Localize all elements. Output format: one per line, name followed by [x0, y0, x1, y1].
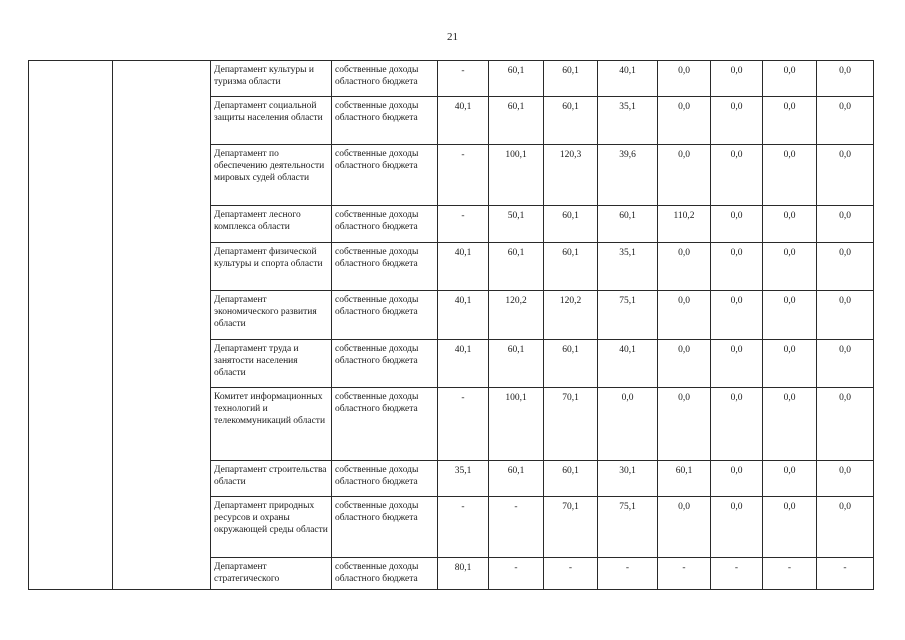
- value-cell: 40,1: [438, 291, 489, 340]
- value-cell: 30,1: [598, 461, 658, 497]
- value-cell: 35,1: [598, 97, 658, 145]
- value-cell: 60,1: [544, 61, 598, 97]
- department-cell: Департамент культуры и туризма области: [211, 61, 332, 97]
- value-cell: 60,1: [489, 461, 544, 497]
- value-cell: 0,0: [711, 145, 763, 206]
- value-cell: 60,1: [489, 61, 544, 97]
- value-cell: 0,0: [817, 388, 874, 461]
- value-cell: 60,1: [658, 461, 711, 497]
- value-cell: 60,1: [544, 461, 598, 497]
- department-cell: Департамент по обеспечению деятельности мировых судей области: [211, 145, 332, 206]
- department-cell: Комитет информационных технологий и телекоммуникаций области: [211, 388, 332, 461]
- table-body: [29, 61, 874, 590]
- value-cell: -: [658, 558, 711, 590]
- funding-source-cell: собственные доходы областного бюджета: [332, 558, 438, 590]
- value-cell: 120,3: [544, 145, 598, 206]
- value-cell: 0,0: [763, 145, 817, 206]
- value-cell: 0,0: [711, 291, 763, 340]
- value-cell: 0,0: [817, 206, 874, 243]
- value-cell: 0,0: [711, 243, 763, 291]
- funding-source-cell: собственные доходы областного бюджета: [332, 61, 438, 97]
- value-cell: -: [489, 558, 544, 590]
- value-cell: 0,0: [658, 291, 711, 340]
- value-cell: 80,1: [438, 558, 489, 590]
- value-cell: 0,0: [711, 388, 763, 461]
- merged-cell-program: [113, 61, 211, 590]
- funding-source-cell: собственные доходы областного бюджета: [332, 388, 438, 461]
- funding-source-cell: собственные доходы областного бюджета: [332, 497, 438, 558]
- value-cell: 0,0: [817, 291, 874, 340]
- value-cell: 0,0: [817, 97, 874, 145]
- value-cell: 60,1: [544, 206, 598, 243]
- value-cell: 0,0: [658, 243, 711, 291]
- value-cell: 0,0: [817, 243, 874, 291]
- value-cell: 0,0: [817, 145, 874, 206]
- value-cell: 120,2: [489, 291, 544, 340]
- value-cell: 0,0: [817, 461, 874, 497]
- value-cell: 35,1: [598, 243, 658, 291]
- value-cell: 0,0: [658, 388, 711, 461]
- value-cell: 60,1: [544, 97, 598, 145]
- value-cell: 70,1: [544, 497, 598, 558]
- value-cell: 0,0: [763, 291, 817, 340]
- merged-cell-number: [29, 61, 113, 590]
- department-cell: Департамент социальной защиты населения области: [211, 97, 332, 145]
- department-cell: Департамент физической культуры и спорта области: [211, 243, 332, 291]
- funding-source-cell: собственные доходы областного бюджета: [332, 291, 438, 340]
- funding-source-cell: собственные доходы областного бюджета: [332, 340, 438, 388]
- value-cell: 0,0: [711, 206, 763, 243]
- value-cell: 0,0: [658, 61, 711, 97]
- value-cell: -: [438, 497, 489, 558]
- value-cell: 39,6: [598, 145, 658, 206]
- value-cell: 0,0: [763, 497, 817, 558]
- value-cell: 0,0: [598, 388, 658, 461]
- value-cell: -: [598, 558, 658, 590]
- value-cell: 0,0: [763, 340, 817, 388]
- value-cell: 40,1: [598, 340, 658, 388]
- value-cell: 0,0: [817, 340, 874, 388]
- value-cell: 0,0: [658, 497, 711, 558]
- value-cell: -: [438, 61, 489, 97]
- funding-source-cell: собственные доходы областного бюджета: [332, 206, 438, 243]
- value-cell: 60,1: [489, 243, 544, 291]
- value-cell: 75,1: [598, 291, 658, 340]
- value-cell: 0,0: [711, 61, 763, 97]
- value-cell: 60,1: [544, 340, 598, 388]
- funding-source-cell: собственные доходы областного бюджета: [332, 461, 438, 497]
- value-cell: 110,2: [658, 206, 711, 243]
- value-cell: 0,0: [711, 340, 763, 388]
- department-cell: Департамент экономического развития области: [211, 291, 332, 340]
- value-cell: 0,0: [711, 497, 763, 558]
- value-cell: 100,1: [489, 145, 544, 206]
- value-cell: 60,1: [489, 97, 544, 145]
- value-cell: 0,0: [763, 206, 817, 243]
- value-cell: 0,0: [763, 61, 817, 97]
- table-row: [29, 61, 874, 97]
- value-cell: 40,1: [438, 340, 489, 388]
- value-cell: 0,0: [817, 61, 874, 97]
- value-cell: 0,0: [763, 243, 817, 291]
- value-cell: 40,1: [438, 97, 489, 145]
- department-cell: Департамент строительства области: [211, 461, 332, 497]
- value-cell: -: [438, 145, 489, 206]
- value-cell: 0,0: [763, 388, 817, 461]
- department-cell: Департамент стратегического: [211, 558, 332, 590]
- value-cell: 0,0: [763, 97, 817, 145]
- value-cell: -: [763, 558, 817, 590]
- value-cell: 0,0: [711, 97, 763, 145]
- department-cell: Департамент природных ресурсов и охраны окружающей среды области: [211, 497, 332, 558]
- funding-source-cell: собственные доходы областного бюджета: [332, 97, 438, 145]
- value-cell: -: [438, 206, 489, 243]
- funding-source-cell: собственные доходы областного бюджета: [332, 243, 438, 291]
- value-cell: 75,1: [598, 497, 658, 558]
- value-cell: 0,0: [817, 497, 874, 558]
- value-cell: 40,1: [438, 243, 489, 291]
- value-cell: 0,0: [711, 461, 763, 497]
- budget-table: [28, 60, 874, 590]
- value-cell: -: [489, 497, 544, 558]
- value-cell: 70,1: [544, 388, 598, 461]
- value-cell: 50,1: [489, 206, 544, 243]
- department-cell: Департамент труда и занятости населения области: [211, 340, 332, 388]
- value-cell: -: [817, 558, 874, 590]
- value-cell: -: [544, 558, 598, 590]
- value-cell: -: [711, 558, 763, 590]
- value-cell: 60,1: [598, 206, 658, 243]
- funding-source-cell: собственные доходы областного бюджета: [332, 145, 438, 206]
- value-cell: 40,1: [598, 61, 658, 97]
- value-cell: -: [438, 388, 489, 461]
- value-cell: 0,0: [658, 97, 711, 145]
- value-cell: 60,1: [544, 243, 598, 291]
- department-cell: Департамент лесного комплекса области: [211, 206, 332, 243]
- value-cell: 0,0: [658, 340, 711, 388]
- page-number: 21: [447, 31, 458, 43]
- value-cell: 100,1: [489, 388, 544, 461]
- value-cell: 120,2: [544, 291, 598, 340]
- value-cell: 0,0: [658, 145, 711, 206]
- value-cell: 35,1: [438, 461, 489, 497]
- value-cell: 60,1: [489, 340, 544, 388]
- value-cell: 0,0: [763, 461, 817, 497]
